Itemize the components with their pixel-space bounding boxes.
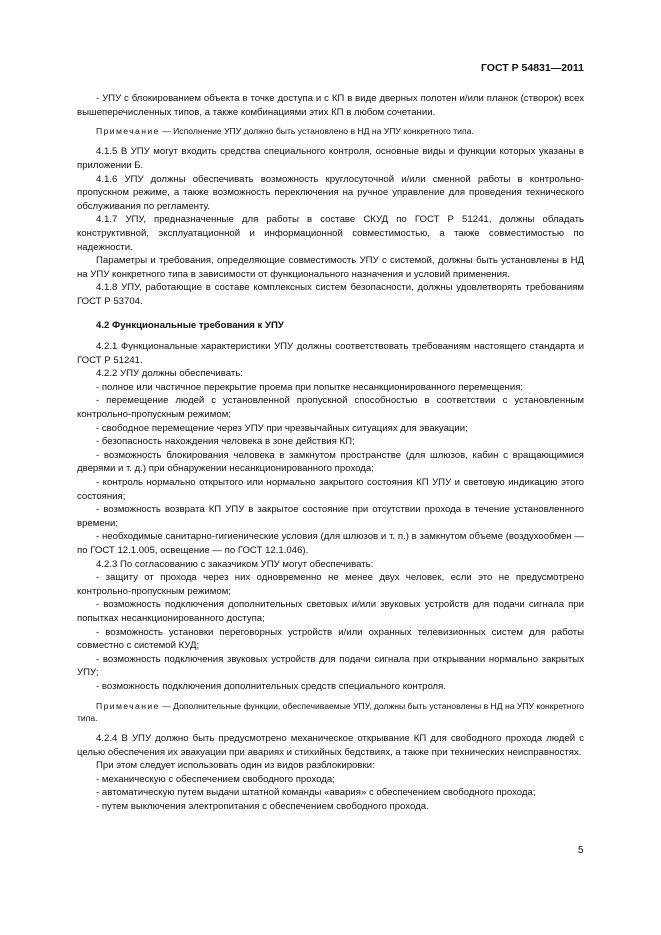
note-label: Примечание — [96, 700, 160, 711]
note-text: — Дополнительные функции, обеспечиваемые УПУ, должны быть установлены в НД на УПУ конкретного типа. — [77, 700, 584, 723]
paragraph: Параметры и требования, определяющие совместимость УПУ с системой, должны быть установлены в НД на УПУ конкретного типа в зависимости от функционального назначения и условий применения. — [77, 255, 584, 280]
list-item: - возможность возврата КП УПУ в закрытое состояние при отсутствии прохода в течение установленного времени; — [77, 504, 584, 529]
paragraph: 4.2.3 По согласованию с заказчиком УПУ могут обеспечивать: — [96, 558, 374, 570]
list-item: - контроль нормально открытого или нормально закрытого состояния КП УПУ и световую индикацию этого состояния; — [77, 477, 584, 502]
list-item: - возможность блокирования человека в замкнутом пространстве (для шлюзов, кабин с вращающимися дверями и т. д.) при обнаружении несанкционированного прохода; — [77, 449, 584, 475]
document-body — [77, 92, 584, 814]
list-item: - перемещение людей с установленной пропускной способностью в соответствии с установленным контрольно-пропускным режимом; — [77, 395, 584, 421]
list-item: - механическую с обеспечением свободного прохода; — [96, 773, 335, 785]
section-heading: 4.2 Функциональные требования к УПУ — [96, 319, 284, 331]
list-item: - полное или частичное перекрытие проема при попытке несанкционированного перемещения; — [96, 381, 524, 393]
list-item: - безопасность нахождения человека в зоне действия КП; — [96, 436, 355, 448]
note — [77, 125, 584, 137]
list-item: - путем выключения электропитания с обеспечением свободного прохода. — [96, 800, 429, 812]
note-label: Примечание — [96, 126, 160, 137]
paragraph: 4.1.6 УПУ должны обеспечивать возможность круглосуточной и/или сменной работы в контрольно-пропускном режиме, а также возможность переключения на ручное управление для проведения технического обслуживания по регламенту. — [77, 173, 584, 212]
list-item: - возможность установки переговорных устройств и/или охранных телевизионных систем для работы совместно с системой КУД; — [77, 626, 584, 652]
paragraph: 4.1.8 УПУ, работающие в составе комплексных систем безопасности, должны удовлетворять требованиям ГОСТ Р 53704. — [77, 282, 584, 307]
paragraph: 4.2.2 УПУ должны обеспечивать: — [96, 368, 243, 380]
paragraph: 4.2.4 В УПУ должно быть предусмотрено механическое открывание КП для свободного прохода людей с целью обеспечения их эвакуации при авариях и стихийных бедствиях, а также при технических неисправностях. — [77, 732, 584, 758]
paragraph: 4.1.5 В УПУ могут входить средства специального контроля, основные виды и функции которых указаны в приложении Б. — [77, 146, 584, 171]
note-text: — Исполнение УПУ должно быть установлено в НД на УПУ конкретного типа. — [159, 126, 474, 137]
paragraph: 4.1.7 УПУ, предназначенные для работы в составе СКУД по ГОСТ Р 51241, должны обладать конструктивной, эксплуатационной и информационной совместимостью, а также совместимостью по надежности. — [77, 214, 584, 253]
list-item: - автоматическую путем выдачи штатной команды «авария» с обеспечением свободного прохода; — [96, 787, 536, 799]
list-item: - необходимые санитарно-гигиенические условия (для шлюзов и т. п.) в замкнутом объеме (воздухообмен — по ГОСТ 12.1.005, освещение — по ГОСТ 12.1.046). — [77, 531, 584, 557]
note — [77, 700, 584, 724]
paragraph: - УПУ с блокированием объекта в точке доступа и с КП в виде дверных полотен и/или планок (створок) всех вышеперечисленных типов, а также комбинациями этих КП в любом сочетании. — [77, 93, 584, 118]
list-item: - свободное перемещение через УПУ при чрезвычайных ситуациях для эвакуации; — [96, 422, 468, 434]
paragraph: При этом следует использовать один из видов разблокировки: — [96, 760, 375, 772]
document-id: ГОСТ Р 54831—2011 — [480, 62, 584, 74]
list-item: - возможность подключения звуковых устройств для подачи сигнала при открывании нормально закрытых УПУ; — [77, 653, 584, 679]
list-item: - возможность подключения дополнительных световых и/или звуковых устройств для подачи сигнала при попытках несанкционированного доступа; — [77, 599, 584, 624]
paragraph: 4.2.1 Функциональные характеристики УПУ должны соответствовать требованиям настоящего стандарта и ГОСТ Р 51241. — [77, 341, 584, 366]
list-item: - защиту от прохода через них одновременно не менее двух человек, если это не предусмотрено контрольно-пропускным режимом; — [77, 572, 584, 597]
list-item: - возможность подключения дополнительных средств специального контроля. — [96, 680, 447, 692]
page-number: 5 — [578, 845, 584, 856]
